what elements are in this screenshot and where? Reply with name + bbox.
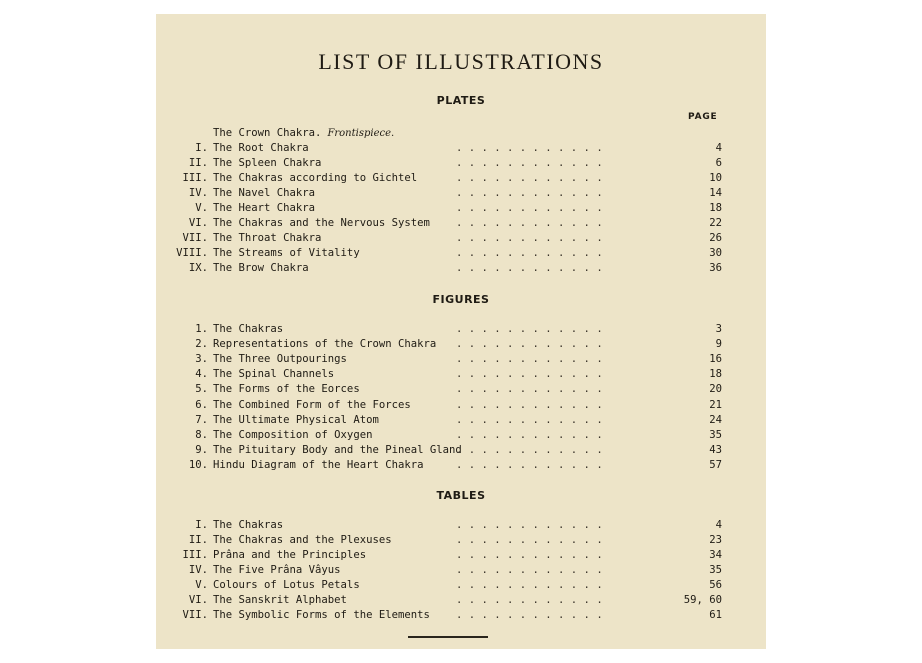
figures-entry	[156, 382, 722, 397]
plates-entry	[156, 186, 722, 201]
plates-entry	[156, 156, 722, 171]
leader-dots: . . . . . . . . . . . .	[456, 172, 603, 184]
leader-dots: . . . . . . . . . . . .	[456, 519, 603, 531]
entry-page-number: 35	[709, 564, 722, 576]
leader-dots: . . . . . . . . . . . .	[456, 353, 603, 366]
entry-number: VIII.	[176, 247, 208, 259]
figures-entry	[156, 413, 722, 428]
entry-page-number: 22	[709, 217, 722, 229]
entry-number: 2.	[195, 338, 208, 351]
leader-dots: . . . . . . . . . . . .	[456, 187, 603, 199]
entry-label: The Brow Chakra	[213, 262, 309, 274]
entry-number: I.	[195, 142, 208, 154]
figures-entry	[156, 428, 722, 443]
leader-dots: . . . . . . . . . . . .	[456, 413, 603, 426]
entry-page-number: 35	[709, 428, 722, 441]
entry-number: VII.	[182, 609, 208, 621]
leader-dots: . . . . . . . . . . . .	[456, 157, 603, 169]
page-title: LIST OF ILLUSTRATIONS	[318, 49, 604, 74]
section-heading-figures: FIGURES	[432, 293, 490, 306]
entry-number: 5.	[195, 383, 208, 396]
entry-label: The Symbolic Forms of the Elements	[213, 609, 430, 621]
entry-page-number: 59, 60	[683, 594, 722, 606]
entry-label: The Composition of Oxygen	[213, 428, 373, 441]
leader-dots: . . . . . . . . . . . .	[456, 383, 603, 396]
leader-dots: . . . . . . . . . . . .	[456, 142, 603, 154]
entry-page-number: 4	[715, 142, 722, 154]
page-column-label: PAGE	[688, 112, 718, 122]
figures-entry	[156, 367, 722, 382]
entry-page-number: 14	[709, 187, 722, 199]
entry-label: The Three Outpourings	[213, 353, 347, 366]
leader-dots: . . . . . . . . . . . .	[456, 247, 603, 259]
entry-label: The Five Prâna Vâyus	[213, 564, 341, 576]
entry-number: I.	[195, 519, 208, 531]
tables-entry	[156, 563, 722, 578]
entry-number: III.	[182, 549, 208, 561]
frontispiece-entry	[156, 126, 722, 141]
plates-entry	[156, 261, 722, 276]
entry-label: The Chakras	[213, 519, 284, 531]
entry-number: 4.	[195, 368, 208, 381]
entry-label: The Ultimate Physical Atom	[213, 413, 379, 426]
plates-entry	[156, 231, 722, 246]
entry-number: VI.	[188, 217, 208, 229]
entry-page-number: 18	[709, 368, 722, 381]
entry-label: The Chakras according to Gichtel	[213, 172, 418, 184]
entry-label: The Heart Chakra	[213, 202, 316, 214]
entry-label: The Combined Form of the Forces	[213, 398, 411, 411]
entry-number: V.	[195, 202, 208, 214]
entry-page-number: 10	[709, 172, 722, 184]
leader-dots: . . . . . . . . . . . .	[456, 262, 603, 274]
entry-page-number: 61	[709, 609, 722, 621]
leader-dots: . . . . . . . . . . . .	[456, 428, 603, 441]
entry-label: The Root Chakra	[213, 142, 309, 154]
plates-entry	[156, 171, 722, 186]
leader-dots: . . . . . . . . . . . .	[456, 202, 603, 214]
leader-dots: . . . . . . . . . . . .	[456, 338, 603, 351]
entry-label: The Chakras and the Plexuses	[213, 534, 392, 546]
entry-number: 8.	[195, 428, 208, 441]
section-heading-plates: PLATES	[436, 94, 486, 107]
entry-page-number: 18	[709, 202, 722, 214]
entry-page-number: 56	[709, 579, 722, 591]
entry-label: The Chakras	[213, 323, 284, 335]
figures-entry	[156, 458, 722, 473]
entry-page-number: 4	[715, 519, 722, 531]
entry-label: The Spinal Channels	[213, 368, 335, 381]
entry-number: IV.	[188, 187, 208, 199]
entry-page-number: 21	[709, 398, 722, 411]
entry-page-number: 9	[715, 338, 722, 351]
entry-number: II.	[188, 534, 208, 546]
leader-dots: . . . . . . . . . . . .	[456, 549, 603, 561]
entry-label: The Chakras and the Nervous System	[213, 217, 430, 229]
entry-label: The Throat Chakra	[213, 232, 322, 244]
leader-dots: . . . . . . . . . . . .	[456, 594, 603, 606]
entry-number: 3.	[195, 353, 208, 366]
plates-entry	[156, 201, 722, 216]
leader-dots: . . . . . . . . . . . .	[456, 458, 603, 471]
entry-number: VI.	[188, 594, 208, 606]
entry-page-number: 30	[709, 247, 722, 259]
entry-page-number: 57	[709, 458, 722, 471]
leader-dots: . . . . . . . . . . . .	[456, 368, 603, 381]
entry-label: The Streams of Vitality	[213, 247, 360, 259]
figures-entry	[156, 398, 722, 413]
entry-number: IX.	[188, 262, 208, 274]
leader-dots: . . . . . . . . . . . .	[456, 398, 603, 411]
tables-entry	[156, 578, 722, 593]
entry-page-number: 43	[709, 443, 722, 456]
entry-page-number: 6	[715, 157, 722, 169]
entry-label: Hindu Diagram of the Heart Chakra	[213, 458, 424, 471]
figures-entry	[156, 337, 722, 352]
entry-number: 1.	[195, 323, 208, 335]
entry-label: The Spleen Chakra	[213, 157, 322, 169]
entry-number: 10.	[188, 458, 208, 471]
frontispiece-note: Frontispiece.	[327, 128, 395, 139]
entry-page-number: 20	[709, 383, 722, 396]
section-heading-tables: TABLES	[436, 489, 486, 502]
leader-dots: . . . . . . . . . . . .	[456, 609, 603, 621]
tables-entry	[156, 533, 722, 548]
entry-page-number: 3	[715, 323, 722, 335]
entry-label: The Navel Chakra	[213, 187, 316, 199]
leader-dots: . . . . . . . . . . . .	[456, 232, 603, 244]
entry-number: 7.	[195, 413, 208, 426]
entry-label: Representations of the Crown Chakra	[213, 338, 437, 351]
entry-label: Colours of Lotus Petals	[213, 579, 360, 591]
tables-entry	[156, 548, 722, 563]
entry-page-number: 23	[709, 534, 722, 546]
entry-page-number: 26	[709, 232, 722, 244]
entry-page-number: 34	[709, 549, 722, 561]
leader-dots: . . . . . . . . . . . .	[456, 579, 603, 591]
frontispiece-label: The Crown Chakra. Frontispiece.	[213, 127, 395, 139]
entry-label: The Forms of the Eorces	[213, 383, 360, 396]
leader-dots: . . . . . . . . . . . .	[456, 217, 603, 229]
entry-number: IV.	[188, 564, 208, 576]
plates-entry	[156, 141, 722, 156]
bottom-rule	[408, 636, 488, 638]
entry-number: V.	[195, 579, 208, 591]
leader-dots: . . . . . . . . . . . .	[456, 564, 603, 576]
entry-number: 9.	[195, 443, 208, 456]
figures-entry	[156, 443, 722, 458]
entry-page-number: 16	[709, 353, 722, 366]
book-page	[156, 14, 766, 649]
leader-dots: . . . . . . . . . . . .	[456, 443, 603, 456]
plates-entry	[156, 216, 722, 231]
tables-entry	[156, 593, 722, 608]
entry-number: VII.	[182, 232, 208, 244]
entry-number: III.	[182, 172, 208, 184]
leader-dots: . . . . . . . . . . . .	[456, 323, 603, 335]
tables-entry	[156, 608, 722, 623]
figures-entry	[156, 352, 722, 367]
leader-dots: . . . . . . . . . . . .	[456, 534, 603, 546]
entry-number: II.	[188, 157, 208, 169]
plates-entry	[156, 246, 722, 261]
entry-page-number: 24	[709, 413, 722, 426]
entry-label: Prâna and the Principles	[213, 549, 367, 561]
figures-entry	[156, 322, 722, 337]
tables-entry	[156, 518, 722, 533]
entry-label: The Pituitary Body and the Pineal Gland	[213, 443, 462, 456]
entry-number: 6.	[195, 398, 208, 411]
entry-page-number: 36	[709, 262, 722, 274]
entry-label: The Sanskrit Alphabet	[213, 594, 347, 606]
